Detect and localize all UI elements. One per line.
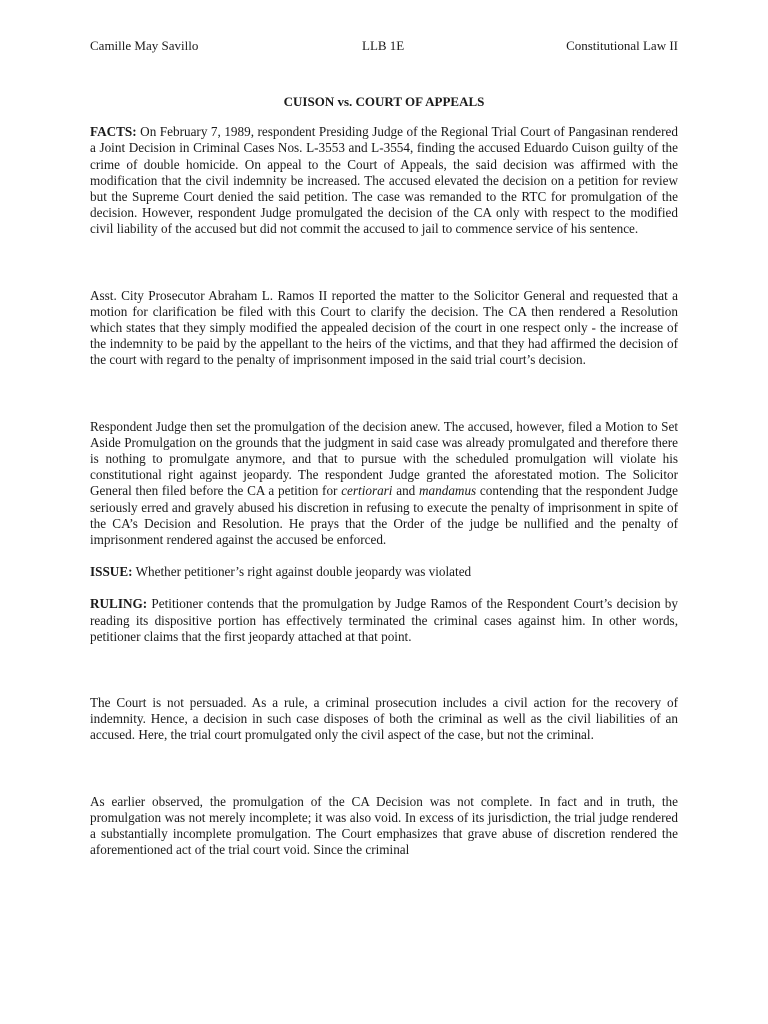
facts-text: On February 7, 1989, respondent Presiding Judge of the Regional Trial Court of Pangasinan rendered a Joint Decision in Criminal Cases Nos. L-3553 and L-3554, finding the accused Eduardo Cuison guilty of the crime of double homicide. On appeal to the Court of Appeals, the said decision was affirmed with the modification that the civil indemnity be increased. The accused elevated the decision on a petition for review but the Supreme Court denied the said petition. The case was remanded to the RTC for promulgation of the decision. However, respondent Judge promulgated the decision of the CA only with respect to the modified civil liability of the accused but did not commit the accused to jail to commence service of his sentence. (90, 124, 678, 237)
promulgation-text-1: Respondent Judge then set the promulgation of the decision anew. The accused, however, filed a Motion to Set Aside Promulgation on the grounds that the judgment in said case was already promulgated and therefore there is nothing to promulgate anymore, and that to pursue with the scheduled promulgation will violate his constitutional right against jeopardy. The respondent Judge granted the aforestated motion. The Solicitor General then filed before the CA a petition for (90, 418, 678, 499)
page-header (90, 38, 678, 58)
issue-text: Whether petitioner’s right against double jeopardy was violated (132, 564, 472, 580)
ruling-text: Petitioner contends that the promulgation by Judge Ramos of the Respondent Court’s decision by reading its dispositive portion has effectively terminated the criminal cases against him. In other words, petitioner claims that the first jeopardy attached at that point. (90, 596, 678, 644)
promulgation-paragraph (90, 419, 678, 549)
earlier-observed-paragraph: As earlier observed, the promulgation of the CA Decision was not complete. In fact and in truth, the promulgation was not merely incomplete; it was also void. In excess of its jurisdiction, the trial judge rendered a substantially incomplete promulgation. The Court emphasizes that grave abuse of discretion rendered the aforementioned act of the trial court void. Since the criminal (90, 793, 678, 858)
header-course: LLB 1E (362, 38, 405, 53)
ruling-label: RULING: (90, 596, 148, 612)
ruling-paragraph (90, 596, 678, 645)
facts-label: FACTS: (90, 124, 137, 140)
and-text: and (392, 483, 420, 499)
header-author: Camille May Savillo (90, 38, 199, 53)
prosecutor-paragraph: Asst. City Prosecutor Abraham L. Ramos II reported the matter to the Solicitor General and requested that a motion for clarification be filed with this Court to clarify the decision. The CA then rendered a Resolution which states that they simply modified the appealed decision of the court in one respect only - the increase of the indemnity to be paid by the appellant to the heirs of the victims, and that they had affirmed the decision of the court with regard to the penalty of imprisonment imposed in the said trial court’s decision. (90, 287, 678, 368)
header-subject: Constitutional Law II (566, 38, 678, 53)
promulgation-text-2: contending that the respondent Judge seriously erred and gravely abused his discretion in refusing to execute the penalty of imprisonment in spite of the CA’s Decision and Resolution. He prays that the Order of the judge be nullified and the penalty of imprisonment rendered against the accused be enforced. (90, 483, 678, 548)
certiorari-term: certiorari (341, 483, 393, 499)
mandamus-term: mandamus (419, 483, 477, 499)
issue-paragraph (90, 564, 678, 580)
case-title: CUISON vs. COURT OF APPEALS (283, 94, 485, 109)
court-not-persuaded-paragraph: The Court is not persuaded. As a rule, a criminal prosecution includes a civil action for the recovery of indemnity. Hence, a decision in such case disposes of both the criminal as well as the civil liabilities of an accused. Here, the trial court promulgated only the civil aspect of the case, but not the criminal. (90, 695, 678, 743)
document-body (90, 94, 678, 859)
issue-label: ISSUE: (90, 564, 133, 580)
facts-paragraph (90, 124, 678, 237)
